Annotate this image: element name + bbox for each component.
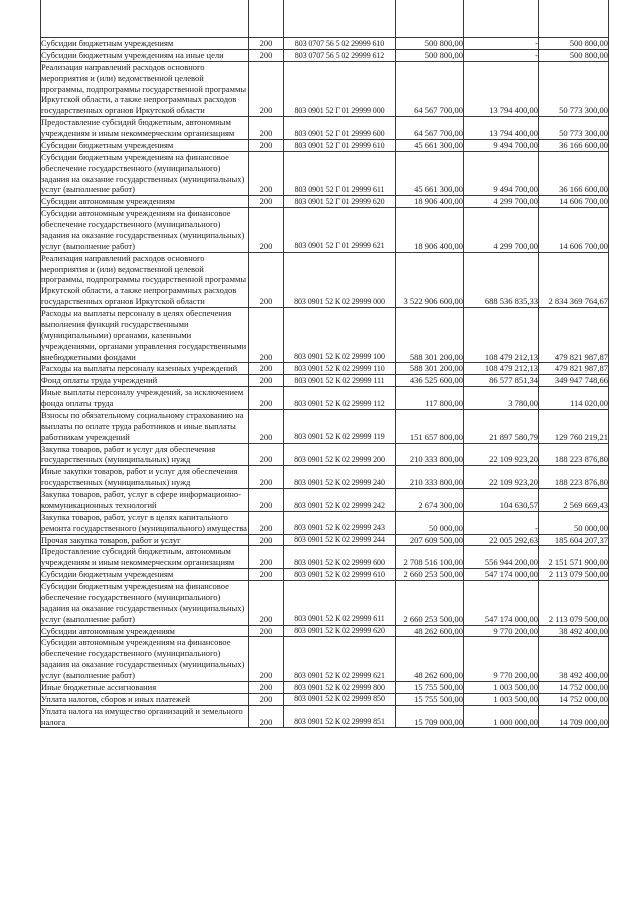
cell-amount-plan: 500 800,00: [396, 38, 464, 50]
table-row: [41, 534, 609, 546]
cell-amount-executed: 13 794 400,00: [464, 117, 539, 140]
cell-amount-remaining: 36 166 600,00: [539, 151, 609, 196]
cell-amount-plan: 2 708 516 100,00: [396, 546, 464, 569]
cell-amount-executed: 547 174 000,00: [464, 569, 539, 581]
cell-name: Закупка товаров, работ и услуг для обеспечения государственных (муниципальных) нужд: [41, 443, 249, 466]
cell-amount-executed: -: [464, 49, 539, 61]
table-row: [41, 705, 609, 728]
cell-amount-remaining: 38 492 400,00: [539, 637, 609, 682]
cell-amount-executed: 547 174 000,00: [464, 581, 539, 626]
cell-name: Расходы на выплаты персоналу в целях обеспечения выполнения функций государственными (муниципальными) органами, казенными учреждениями, органами управления государственными внебюджетными фондами: [41, 308, 249, 363]
cell-kbk: [284, 0, 396, 38]
cell-name: Расходы на выплаты персоналу казенных учреждений: [41, 363, 249, 375]
cell-amount-remaining: 14 606 700,00: [539, 208, 609, 253]
cell-amount-remaining: 14 606 700,00: [539, 196, 609, 208]
cell-kbk: 803 0901 52 Г 01 29999 611: [284, 151, 396, 196]
cell-amount-plan: 48 262 600,00: [396, 637, 464, 682]
cell-amount-plan: 2 674 300,00: [396, 489, 464, 512]
table-row: [41, 581, 609, 626]
cell-code: 200: [249, 196, 284, 208]
table-row: [41, 363, 609, 375]
cell-amount-executed: 22 109 923,20: [464, 443, 539, 466]
cell-amount-plan: 3 522 906 600,00: [396, 252, 464, 307]
table-row: [41, 49, 609, 61]
cell-amount-plan: 18 906 400,00: [396, 208, 464, 253]
table-row: [41, 61, 609, 116]
cell-code: 200: [249, 569, 284, 581]
cell-amount-plan: 500 800,00: [396, 49, 464, 61]
cell-kbk: 803 0901 52 К 02 29999 112: [284, 387, 396, 410]
cell-amount-executed: 4 299 700,00: [464, 196, 539, 208]
cell-code: 200: [249, 49, 284, 61]
cell-amount-remaining: 479 821 987,87: [539, 308, 609, 363]
cell-name: Реализация направлений расходов основного мероприятия и (или) ведомственной целевой программы, подпрограммы государственной программы Иркутской области, а также непрограммных расходов государственных органов Иркутской области: [41, 252, 249, 307]
budget-table: [40, 0, 609, 728]
cell-amount-remaining: 38 492 400,00: [539, 625, 609, 637]
cell-amount-plan: 50 000,00: [396, 511, 464, 534]
cell-code: 200: [249, 308, 284, 363]
cell-amount-remaining: 349 947 748,66: [539, 375, 609, 387]
cell-amount-plan: 588 301 200,00: [396, 308, 464, 363]
cell-code: 200: [249, 208, 284, 253]
table-row: [41, 693, 609, 705]
cell-amount-executed: 104 630,57: [464, 489, 539, 512]
cell-kbk: 803 0901 52 К 02 29999 610: [284, 569, 396, 581]
cell-code: 200: [249, 443, 284, 466]
cell-code: 200: [249, 625, 284, 637]
cell-amount-executed: 86 577 851,34: [464, 375, 539, 387]
table-row: [41, 308, 609, 363]
cell-amount-remaining: 2 569 669,43: [539, 489, 609, 512]
cell-code: 200: [249, 637, 284, 682]
cell-amount-plan: 15 755 500,00: [396, 693, 464, 705]
cell-code: 200: [249, 151, 284, 196]
cell-code: 200: [249, 489, 284, 512]
table-row: [41, 569, 609, 581]
cell-kbk: 803 0901 52 Г 01 29999 621: [284, 208, 396, 253]
cell-amount-plan: 210 333 800,00: [396, 443, 464, 466]
table-row: [41, 139, 609, 151]
cell-kbk: 803 0901 52 К 02 29999 620: [284, 625, 396, 637]
cell-name: Уплата налогов, сборов и иных платежей: [41, 693, 249, 705]
cell-name: Прочая закупка товаров, работ и услуг: [41, 534, 249, 546]
cell-code: 200: [249, 546, 284, 569]
cell-name: Субсидии автономным учреждениям: [41, 625, 249, 637]
cell-name: Уплата налога на имущество организаций и земельного налога: [41, 705, 249, 728]
cell-name: Субсидии бюджетным учреждениям: [41, 569, 249, 581]
cell-kbk: 803 0901 52 Г 01 29999 000: [284, 61, 396, 116]
cell-code: 200: [249, 252, 284, 307]
cell-code: 200: [249, 117, 284, 140]
cell-amount-plan: 2 660 253 500,00: [396, 569, 464, 581]
cell-amount-plan: 2 660 253 500,00: [396, 581, 464, 626]
cell-amount-executed: 21 897 580,79: [464, 409, 539, 443]
cell-name: [41, 0, 249, 38]
cell-amount-plan: 64 567 700,00: [396, 117, 464, 140]
cell-amount-executed: 3 780,00: [464, 387, 539, 410]
cell-kbk: 803 0707 56 5 02 29999 610: [284, 38, 396, 50]
cell-kbk: 803 0901 52 К 02 29999 621: [284, 637, 396, 682]
cell-amount-remaining: 36 166 600,00: [539, 139, 609, 151]
table-row: [41, 151, 609, 196]
cell-name: Субсидии бюджетным учреждениям: [41, 139, 249, 151]
cell-kbk: 803 0901 52 К 02 29999 850: [284, 693, 396, 705]
cell-amount-executed: 13 794 400,00: [464, 61, 539, 116]
budget-table-body: [41, 0, 609, 728]
cell-amount-remaining: 479 821 987,87: [539, 363, 609, 375]
table-row: [41, 375, 609, 387]
cell-kbk: 803 0901 52 К 02 29999 600: [284, 546, 396, 569]
cell-kbk: 803 0707 56 5 02 29999 612: [284, 49, 396, 61]
cell-code: 200: [249, 693, 284, 705]
cell-amount-plan: 210 333 800,00: [396, 466, 464, 489]
cell-kbk: 803 0901 52 К 02 29999 244: [284, 534, 396, 546]
cell-code: 200: [249, 363, 284, 375]
cell-amount-remaining: 185 604 207,37: [539, 534, 609, 546]
cell-code: 200: [249, 61, 284, 116]
cell-kbk: 803 0901 52 К 02 29999 000: [284, 252, 396, 307]
cell-amount-remaining: 14 709 000,00: [539, 705, 609, 728]
cell-amount-plan: 45 661 300,00: [396, 139, 464, 151]
cell-amount-executed: 9 494 700,00: [464, 139, 539, 151]
cell-amount-remaining: 500 800,00: [539, 49, 609, 61]
cell-amount-plan: 48 262 600,00: [396, 625, 464, 637]
cell-kbk: 803 0901 52 К 02 29999 100: [284, 308, 396, 363]
cell-code: 200: [249, 705, 284, 728]
cell-amount-executed: 22 005 292,63: [464, 534, 539, 546]
cell-amount-plan: 117 800,00: [396, 387, 464, 410]
cell-amount-executed: 108 479 212,13: [464, 308, 539, 363]
table-row: [41, 38, 609, 50]
cell-kbk: 803 0901 52 Г 01 29999 620: [284, 196, 396, 208]
cell-kbk: 803 0901 52 К 02 29999 240: [284, 466, 396, 489]
table-row: [41, 466, 609, 489]
table-row: [41, 387, 609, 410]
cell-amount-executed: [464, 0, 539, 38]
cell-kbk: 803 0901 52 К 02 29999 242: [284, 489, 396, 512]
cell-amount-plan: 15 709 000,00: [396, 705, 464, 728]
table-row: [41, 489, 609, 512]
table-row: [41, 681, 609, 693]
cell-amount-remaining: 500 800,00: [539, 38, 609, 50]
cell-amount-executed: 9 494 700,00: [464, 151, 539, 196]
cell-code: 200: [249, 38, 284, 50]
cell-amount-executed: 108 479 212,13: [464, 363, 539, 375]
cell-name: Субсидии бюджетным учреждениям на иные цели: [41, 49, 249, 61]
cell-name: Предоставление субсидий бюджетным, автономным учреждениям и иным некоммерческим организациям: [41, 117, 249, 140]
cell-kbk: 803 0901 52 Г 01 29999 610: [284, 139, 396, 151]
table-row: [41, 443, 609, 466]
cell-name: Субсидии бюджетным учреждениям: [41, 38, 249, 50]
cell-amount-plan: 18 906 400,00: [396, 196, 464, 208]
cell-code: 200: [249, 534, 284, 546]
cell-code: 200: [249, 466, 284, 489]
cell-name: Субсидии бюджетным учреждениям на финансовое обеспечение государственного (муниципального) задания на оказание государственных (муниципальных) услуг (выполнение работ): [41, 151, 249, 196]
cell-amount-plan: [396, 0, 464, 38]
cell-amount-remaining: [539, 0, 609, 38]
partial-row-top: [41, 0, 609, 38]
cell-amount-remaining: 50 000,00: [539, 511, 609, 534]
cell-amount-remaining: 50 773 300,00: [539, 117, 609, 140]
cell-code: 200: [249, 375, 284, 387]
cell-amount-plan: 151 657 800,00: [396, 409, 464, 443]
cell-amount-remaining: 129 760 219,21: [539, 409, 609, 443]
cell-amount-executed: 9 770 200,00: [464, 625, 539, 637]
cell-name: Взносы по обязательному социальному страхованию на выплаты по оплате труда работников и иные выплаты работникам учреждений: [41, 409, 249, 443]
cell-name: Субсидии автономным учреждениям на финансовое обеспечение государственного (муниципального) задания на оказание государственных (муниципальных) услуг (выполнение работ): [41, 637, 249, 682]
cell-kbk: 803 0901 52 К 02 29999 110: [284, 363, 396, 375]
cell-amount-remaining: 14 752 000,00: [539, 681, 609, 693]
cell-code: 200: [249, 139, 284, 151]
cell-amount-executed: 22 109 923,20: [464, 466, 539, 489]
cell-kbk: 803 0901 52 К 02 29999 243: [284, 511, 396, 534]
cell-name: Закупка товаров, работ, услуг в целях капитального ремонта государственного (муниципального) имущества: [41, 511, 247, 533]
cell-amount-executed: 556 944 200,00: [464, 546, 539, 569]
cell-kbk: 803 0901 52 К 02 29999 800: [284, 681, 396, 693]
table-row: [41, 208, 609, 253]
cell-amount-executed: 1 003 500,00: [464, 693, 539, 705]
cell-kbk: 803 0901 52 К 02 29999 119: [284, 409, 396, 443]
table-row: [41, 546, 609, 569]
cell-amount-plan: 207 609 500,00: [396, 534, 464, 546]
cell-amount-executed: -: [464, 511, 539, 534]
cell-code: 200: [249, 681, 284, 693]
cell-amount-remaining: 14 752 000,00: [539, 693, 609, 705]
table-row: [41, 117, 609, 140]
cell-amount-executed: 1 000 000,00: [464, 705, 539, 728]
cell-name: Субсидии бюджетным учреждениям на финансовое обеспечение государственного (муниципального) задания на оказание государственных (муниципальных) услуг (выполнение работ): [41, 581, 249, 626]
cell-name: Субсидии автономным учреждениям: [41, 196, 249, 208]
cell-amount-remaining: 50 773 300,00: [539, 61, 609, 116]
cell-kbk: 803 0901 52 К 02 29999 611: [284, 581, 396, 626]
cell-name: Фонд оплаты труда учреждений: [41, 375, 249, 387]
table-row: [41, 637, 609, 682]
cell-amount-plan: 15 755 500,00: [396, 681, 464, 693]
cell-name: Иные бюджетные ассигнования: [41, 681, 249, 693]
cell-kbk: 803 0901 52 К 02 29999 111: [284, 375, 396, 387]
cell-amount-plan: 588 301 200,00: [396, 363, 464, 375]
cell-amount-remaining: 2 834 369 764,67: [539, 252, 609, 307]
cell-code: 200: [249, 511, 284, 534]
table-row: [41, 196, 609, 208]
cell-amount-remaining: 2 113 079 500,00: [539, 581, 609, 626]
cell-amount-plan: 64 567 700,00: [396, 61, 464, 116]
cell-amount-executed: 1 003 500,00: [464, 681, 539, 693]
cell-amount-plan: 45 661 300,00: [396, 151, 464, 196]
cell-name: Закупка товаров, работ, услуг в сфере информационно-коммуникационных технологий: [41, 489, 249, 512]
cell-name: Иные выплаты персоналу учреждений, за исключением фонда оплаты труда: [41, 387, 249, 410]
cell-code: 200: [249, 387, 284, 410]
cell-name: Реализация направлений расходов основного мероприятия и (или) ведомственной целевой программы, подпрограммы государственной программы Иркутской области, а также непрограммных расходов государственных органов Иркутской области: [41, 61, 249, 116]
cell-code: 200: [249, 581, 284, 626]
cell-code: [249, 0, 284, 38]
cell-code: 200: [249, 409, 284, 443]
table-row: [41, 511, 609, 534]
cell-kbk: 803 0901 52 К 02 29999 200: [284, 443, 396, 466]
cell-name: Предоставление субсидий бюджетным, автономным учреждениям и иным некоммерческим организациям: [41, 546, 249, 569]
cell-amount-executed: 4 299 700,00: [464, 208, 539, 253]
cell-amount-remaining: 2 113 079 500,00: [539, 569, 609, 581]
cell-amount-executed: -: [464, 38, 539, 50]
cell-amount-executed: 688 536 835,33: [464, 252, 539, 307]
table-row: [41, 252, 609, 307]
cell-amount-remaining: 2 151 571 900,00: [539, 546, 609, 569]
cell-amount-remaining: 188 223 876,80: [539, 466, 609, 489]
cell-name: Субсидии автономным учреждениям на финансовое обеспечение государственного (муниципального) задания на оказание государственных (муниципальных) услуг (выполнение работ): [41, 208, 249, 253]
cell-kbk: 803 0901 52 Г 01 29999 600: [284, 117, 396, 140]
table-row: [41, 625, 609, 637]
cell-amount-remaining: 188 223 876,80: [539, 443, 609, 466]
cell-amount-plan: 436 525 600,00: [396, 375, 464, 387]
cell-amount-executed: 9 770 200,00: [464, 637, 539, 682]
cell-amount-remaining: 114 020,00: [539, 387, 609, 410]
table-row: [41, 409, 609, 443]
cell-name: Иные закупки товаров, работ и услуг для обеспечения государственных (муниципальных) нужд: [41, 466, 249, 489]
cell-kbk: 803 0901 52 К 02 29999 851: [284, 705, 396, 728]
